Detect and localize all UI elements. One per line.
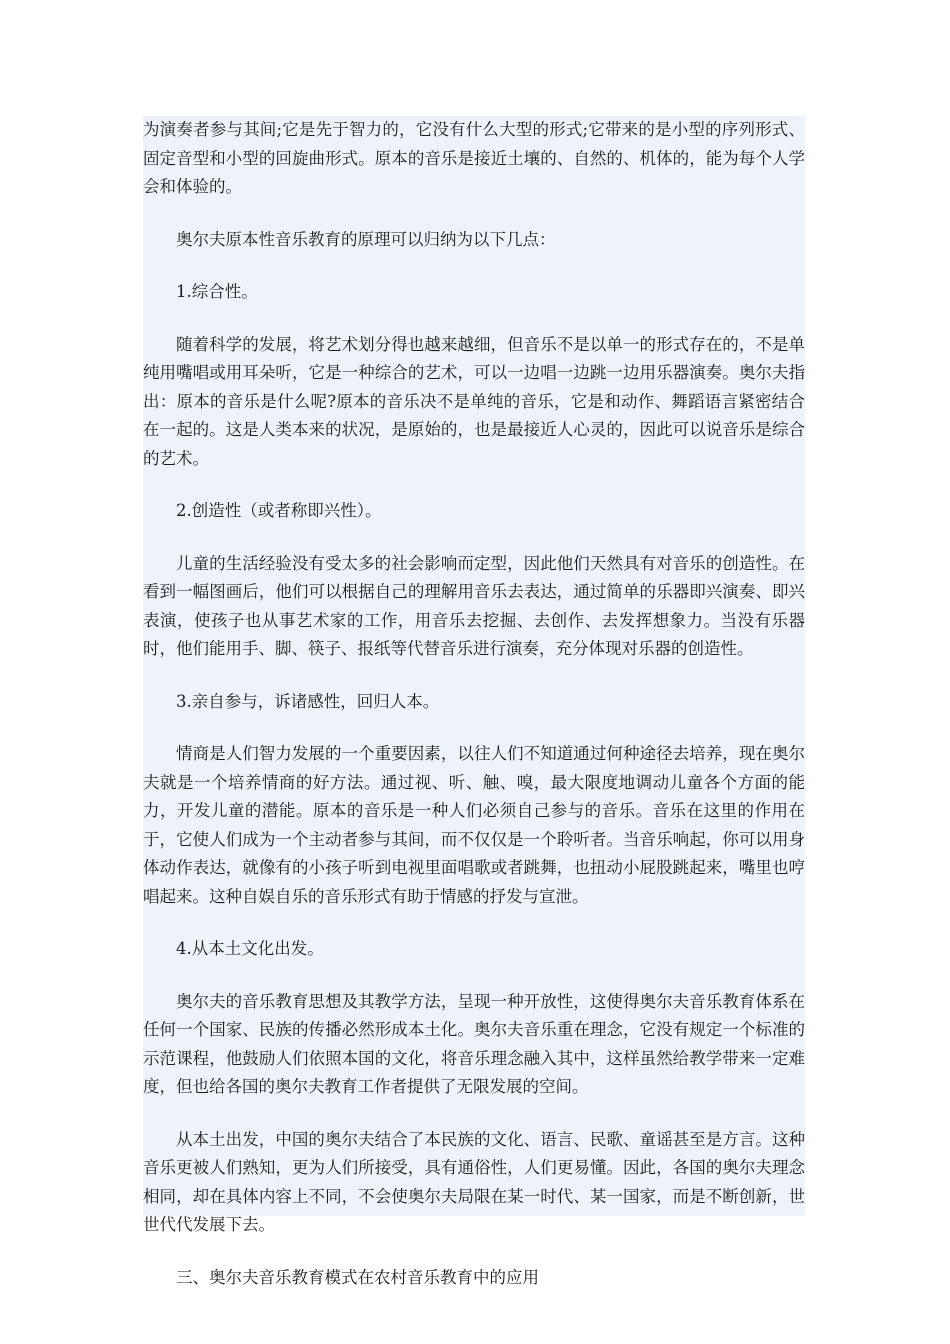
paragraph: 情商是人们智力发展的一个重要因素，以往人们不知道通过何种途径去培养，现在奥尔夫就是一个培养情商的好方法。通过视、听、触、嗅，最大限度地调动儿童各个方面的能力，开发儿童的潜能。原本的音乐是一种人们必须自己参与的音乐。音乐在这里的作用在于，它使人们成为一个主动者参与其间，而不仅仅是一个聆听者。当音乐响起，你可以用身体动作表达，就像有的小孩子听到电视里面唱歌或者跳舞，也扭动小屁股跳起来，嘴里也哼唱起来。这种自娱自乐的音乐形式有助于情感的抒发与宣泄。 — [143, 744, 805, 906]
paragraph-gap — [143, 1102, 805, 1126]
paragraph: 奥尔夫原本性音乐教育的原理可以归纳为以下几点： — [176, 229, 556, 249]
paragraph-gap — [143, 964, 805, 988]
paragraph-gap — [143, 473, 805, 497]
section-heading: 1.综合性。 — [176, 282, 258, 301]
document-page — [143, 116, 805, 1287]
paragraph-gap — [143, 307, 805, 331]
paragraph-gap — [143, 911, 805, 935]
paragraph: 为演奏者参与其间;它是先于智力的，它没有什么大型的形式;它带来的是小型的序列形式、固定音型和小型的回旋曲形式。原本的音乐是接近土壤的、自然的、机体的，能为每个人学会和体验的。 — [143, 120, 805, 196]
chapter-heading: 三、奥尔夫音乐教育模式在农村音乐教育中的应用 — [176, 1267, 539, 1287]
paragraph-gap — [143, 716, 805, 740]
section-heading: 3.亲自参与，诉诸感性，回归人本。 — [176, 691, 440, 711]
paragraph-gap — [143, 664, 805, 688]
paragraph-gap — [143, 526, 805, 550]
section-heading: 2.创造性（或者称即兴性）。 — [176, 501, 382, 520]
paragraph-gap — [143, 1240, 805, 1264]
paragraph: 奥尔夫的音乐教育思想及其教学方法，呈现一种开放性，这使得奥尔夫音乐教育体系在任何一个国家、民族的传播必然形成本土化。奥尔夫音乐重在理念，它没有规定一个标准的示范课程，他鼓励人们依照本国的文化，将音乐理念融入其中，这样虽然给教学带来一定难度，但也给各国的奥尔夫教育工作者提供了无限发展的空间。 — [143, 991, 805, 1096]
paragraph: 儿童的生活经验没有受太多的社会影响而定型，因此他们天然具有对音乐的创造性。在看到一幅图画后，他们可以根据自己的理解用音乐去表达，通过简单的乐器即兴演奏、即兴表演，使孩子也从事艺术家的工作，用音乐去挖掘、去创作、去发挥想象力。当没有乐器时，他们能用手、脚、筷子、报纸等代替音乐进行演奏，充分体现对乐器的创造性。 — [143, 553, 805, 658]
paragraph: 从本土出发，中国的奥尔夫结合了本民族的文化、语言、民歌、童谣甚至是方言。这种音乐更被人们熟知，更为人们所接受，具有通俗性，人们更易懂。因此，各国的奥尔夫理念相同，却在具体内容上不同，不会使奥尔夫局限在某一时代、某一国家，而是不断创新，世世代代发展下去。 — [143, 1129, 805, 1234]
paragraph-gap — [143, 254, 805, 278]
section-heading: 4.从本土文化出发。 — [176, 939, 324, 958]
paragraph: 随着科学的发展，将艺术划分得也越来越细，但音乐不是以单一的形式存在的，不是单纯用嘴唱或用耳朵听，它是一种综合的艺术，可以一边唱一边跳一边用乐器演奏。奥尔夫指出：原本的音乐是什么呢?原本的音乐决不是单纯的音乐，它是和动作、舞蹈语言紧密结合在一起的。这是人类本来的状况，是原始的，也是最接近人心灵的，因此可以说音乐是综合的艺术。 — [143, 334, 805, 468]
paragraph-gap — [143, 202, 805, 226]
